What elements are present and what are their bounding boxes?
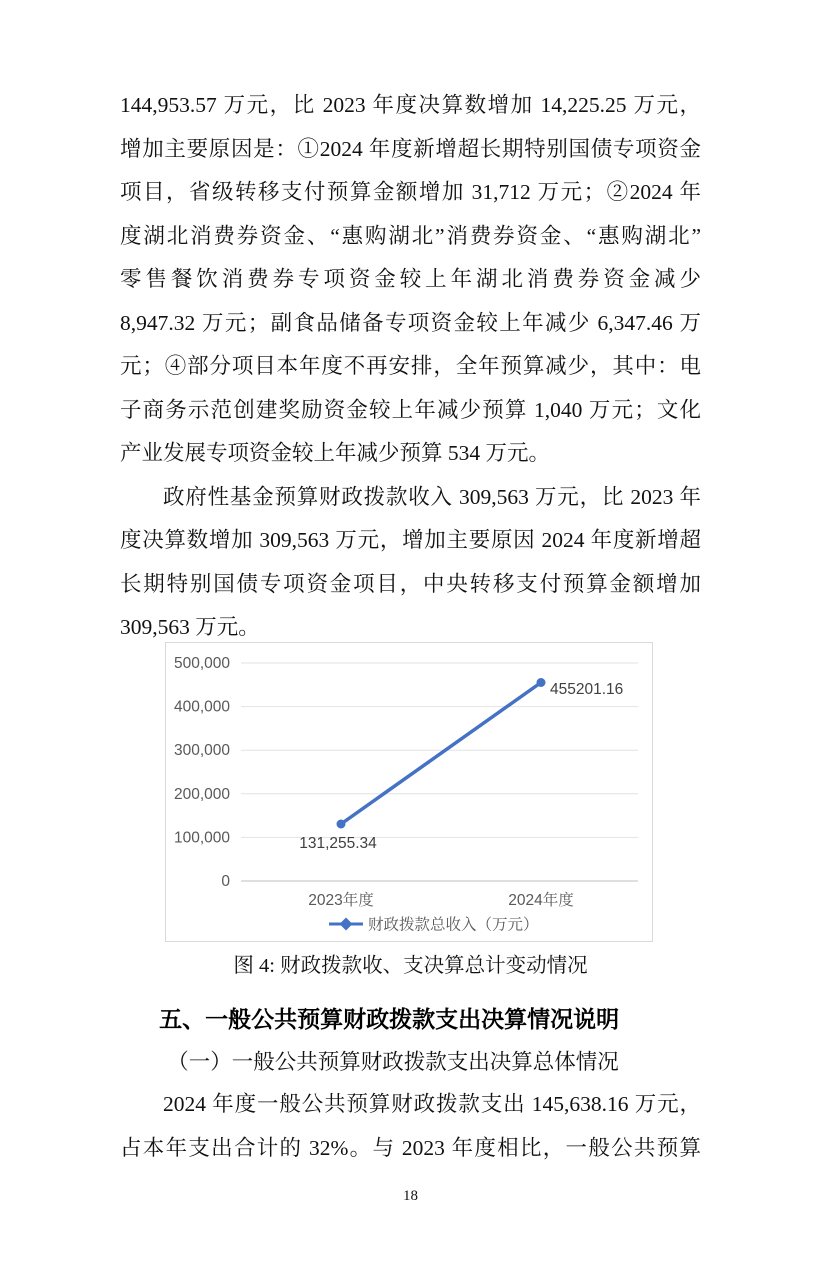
text-line: 政府性基金预算财政拨款收入 309,563 万元，比 2023 年 bbox=[163, 484, 701, 509]
text-line: 8,947.32 万元；副食品储备专项资金较上年减少 6,347.46 万 bbox=[120, 310, 701, 335]
text-line: 产业发展专项资金较上年减少预算 534 万元。 bbox=[120, 441, 551, 465]
data-label-2023: 131,255.34 bbox=[299, 835, 377, 852]
y-axis-label: 100,000 bbox=[173, 829, 230, 847]
figure-caption: 图 4: 财政拨款收、支决算总计变动情况 bbox=[233, 955, 588, 977]
subsection-heading: （一）一般公共预算财政拨款支出决算总体情况 bbox=[167, 1050, 619, 1074]
data-label-2024: 455201.16 bbox=[550, 681, 624, 698]
legend-diamond-icon bbox=[340, 918, 353, 931]
text-line: 零售餐饮消费券专项资金较上年湖北消费券资金减少 bbox=[120, 267, 701, 291]
y-axis-label: 400,000 bbox=[173, 698, 230, 716]
x-axis-label-2023: 2023年度 bbox=[308, 892, 374, 909]
text-line: 子商务示范创建奖励资金较上年减少预算 1,040 万元；文化 bbox=[120, 397, 701, 422]
text-line: 元；④部分项目本年度不再安排，全年预算减少，其中：电 bbox=[120, 354, 701, 378]
text-line: 长期特别国债专项资金项目，中央转移支付预算金额增加 bbox=[120, 571, 701, 596]
text-line: 增加主要原因是：①2024 年度新增超长期特别国债专项资金 bbox=[120, 136, 701, 161]
data-point-2023 bbox=[337, 820, 346, 829]
y-axis-label: 0 bbox=[221, 873, 230, 890]
legend-label: 财政拨款总收入（万元） bbox=[368, 916, 539, 934]
income-line-chart bbox=[165, 642, 653, 942]
text-line: 度湖北消费券资金、“惠购湖北”消费券资金、“惠购湖北” bbox=[120, 223, 701, 248]
body-text-block bbox=[120, 84, 701, 650]
chart-legend bbox=[329, 916, 539, 934]
text-line: 占本年支出合计的 32%。与 2023 年度相比，一般公共预算 bbox=[120, 1135, 701, 1160]
series-line bbox=[341, 683, 541, 825]
y-axis-label: 500,000 bbox=[173, 655, 230, 672]
text-line: 309,563 万元。 bbox=[120, 615, 260, 639]
y-axis-label: 300,000 bbox=[173, 742, 230, 760]
page-number: 18 bbox=[403, 1188, 418, 1204]
data-point-2024 bbox=[537, 678, 546, 687]
body-text-block-2 bbox=[120, 1083, 701, 1170]
text-line: 度决算数增加 309,563 万元，增加主要原因 2024 年度新增超 bbox=[120, 528, 701, 552]
section-heading: 五、一般公共预算财政拨款支出决算情况说明 bbox=[159, 1006, 620, 1032]
text-line: 144,953.57 万元，比 2023 年度决算数增加 14,225.25 万元， bbox=[120, 93, 701, 117]
y-axis-label: 200,000 bbox=[173, 785, 230, 803]
x-axis-label-2024: 2024年度 bbox=[508, 892, 574, 909]
text-line: 项目，省级转移支付预算金额增加 31,712 万元；②2024 年 bbox=[120, 180, 701, 204]
text-line: 2024 年度一般公共预算财政拨款支出 145,638.16 万元， bbox=[163, 1092, 701, 1116]
